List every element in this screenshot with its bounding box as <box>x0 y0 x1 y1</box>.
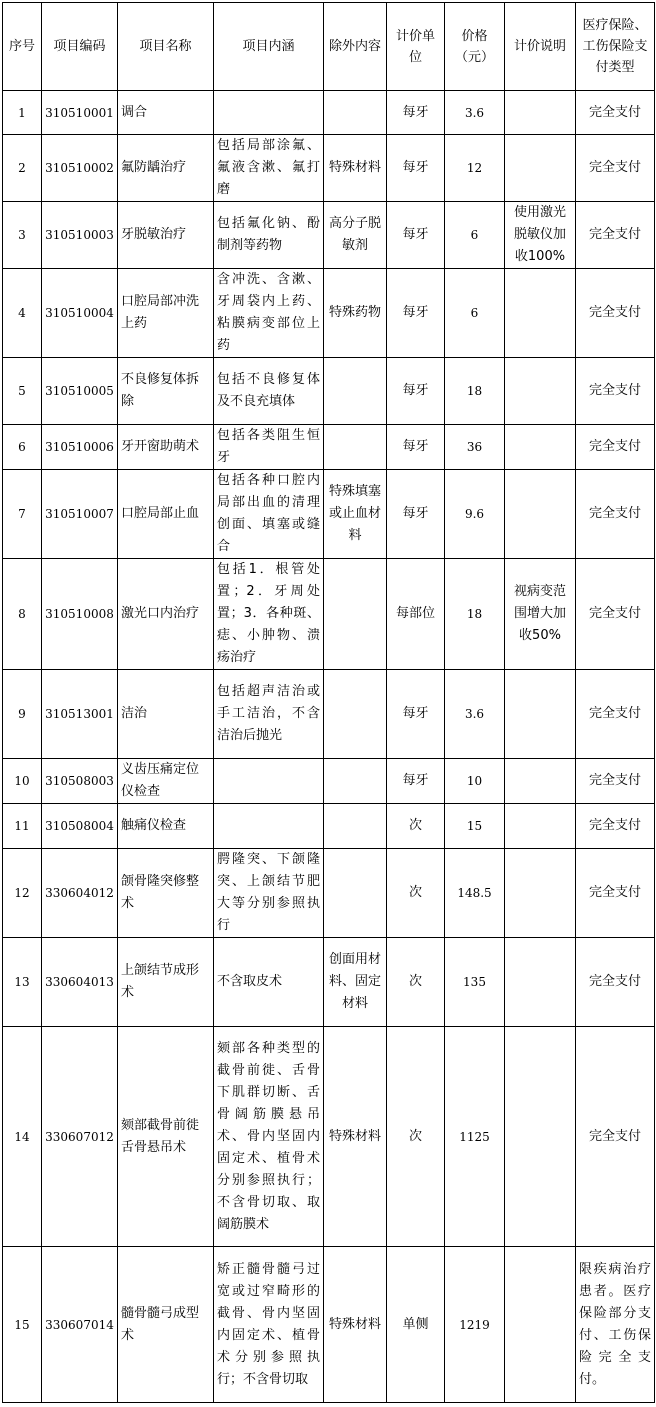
cell-unit: 次 <box>387 804 445 849</box>
cell-note <box>505 849 576 938</box>
cell-code: 310510001 <box>42 91 118 135</box>
cell-name: 调合 <box>118 91 214 135</box>
cell-insurance: 完全支付 <box>576 202 655 269</box>
cell-note <box>505 759 576 804</box>
cell-exclude: 特殊填塞或止血材料 <box>324 470 387 559</box>
cell-unit: 次 <box>387 938 445 1027</box>
cell-seq: 10 <box>3 759 42 804</box>
cell-price: 9.6 <box>445 470 505 559</box>
cell-seq: 15 <box>3 1247 42 1403</box>
cell-content-text: 包括各类阻生恒牙 <box>217 428 320 465</box>
table-row <box>3 670 655 759</box>
cell-insurance: 完全支付 <box>576 670 655 759</box>
cell-note <box>505 1247 576 1403</box>
cell-insurance: 完全支付 <box>576 269 655 358</box>
cell-price: 3.6 <box>445 670 505 759</box>
cell-content <box>214 470 324 559</box>
cell-code: 310510003 <box>42 202 118 269</box>
cell-name: 上颌结节成形术 <box>118 938 214 1027</box>
cell-name: 不良修复体拆除 <box>118 358 214 425</box>
cell-exclude: 特殊材料 <box>324 1247 387 1403</box>
cell-seq: 13 <box>3 938 42 1027</box>
cell-exclude: 特殊材料 <box>324 1027 387 1247</box>
cell-code: 330607014 <box>42 1247 118 1403</box>
cell-price: 135 <box>445 938 505 1027</box>
cell-insurance <box>576 1247 655 1403</box>
cell-name: 牙脱敏治疗 <box>118 202 214 269</box>
cell-note <box>505 135 576 202</box>
cell-seq: 4 <box>3 269 42 358</box>
cell-content <box>214 1247 324 1403</box>
cell-price: 148.5 <box>445 849 505 938</box>
cell-price: 18 <box>445 358 505 425</box>
table-row <box>3 559 655 670</box>
header-code: 项目编码 <box>42 3 118 91</box>
cell-unit: 次 <box>387 1027 445 1247</box>
cell-name: 口腔局部冲洗上药 <box>118 269 214 358</box>
cell-code: 310510004 <box>42 269 118 358</box>
cell-code: 310508003 <box>42 759 118 804</box>
cell-content-text: 包括1．根管处置；2．牙周处置；3．各种斑、痣、小肿物、溃疡治疗 <box>217 562 320 665</box>
cell-insurance: 完全支付 <box>576 135 655 202</box>
cell-price: 36 <box>445 425 505 470</box>
cell-content <box>214 559 324 670</box>
cell-note <box>505 804 576 849</box>
cell-note <box>505 1027 576 1247</box>
cell-content <box>214 269 324 358</box>
header-name: 项目名称 <box>118 3 214 91</box>
cell-content <box>214 358 324 425</box>
cell-price: 6 <box>445 202 505 269</box>
header-row <box>3 3 655 91</box>
cell-unit: 单侧 <box>387 1247 445 1403</box>
cell-insurance: 完全支付 <box>576 849 655 938</box>
pricing-table <box>2 2 655 1403</box>
cell-content <box>214 202 324 269</box>
cell-price: 6 <box>445 269 505 358</box>
cell-note <box>505 91 576 135</box>
cell-code: 310510005 <box>42 358 118 425</box>
cell-content <box>214 91 324 135</box>
cell-name: 触痛仪检查 <box>118 804 214 849</box>
cell-unit: 每牙 <box>387 670 445 759</box>
cell-exclude <box>324 849 387 938</box>
cell-content-text: 矫正髓骨髓弓过宽或过窄畸形的截骨、骨内坚固内固定术、植骨术分别参照执行；不含骨切取 <box>217 1261 320 1387</box>
cell-exclude: 创面用材料、固定材料 <box>324 938 387 1027</box>
cell-code: 310510002 <box>42 135 118 202</box>
cell-seq: 11 <box>3 804 42 849</box>
cell-price: 18 <box>445 559 505 670</box>
cell-content-text: 包括氟化钠、酚制剂等药物 <box>217 216 320 253</box>
cell-exclude: 特殊药物 <box>324 269 387 358</box>
table-row <box>3 358 655 425</box>
cell-unit: 每牙 <box>387 91 445 135</box>
cell-exclude: 特殊材料 <box>324 135 387 202</box>
cell-unit: 每牙 <box>387 358 445 425</box>
cell-content-text: 包括各种口腔内局部出血的清理创面、填塞或缝合 <box>217 473 320 554</box>
cell-seq: 2 <box>3 135 42 202</box>
cell-content <box>214 804 324 849</box>
header-content: 项目内涵 <box>214 3 324 91</box>
table-body <box>3 91 655 1403</box>
header-seq: 序号 <box>3 3 42 91</box>
table-row <box>3 804 655 849</box>
header-exclude: 除外内容 <box>324 3 387 91</box>
cell-insurance: 完全支付 <box>576 804 655 849</box>
cell-note: 使用激光脱敏仪加收100% <box>505 202 576 269</box>
cell-insurance: 完全支付 <box>576 938 655 1027</box>
cell-note <box>505 938 576 1027</box>
cell-unit: 次 <box>387 849 445 938</box>
cell-seq: 3 <box>3 202 42 269</box>
cell-insurance: 完全支付 <box>576 559 655 670</box>
cell-seq: 8 <box>3 559 42 670</box>
cell-content-text: 腭隆突、下颌隆突、上颌结节肥大等分别参照执行 <box>217 852 320 933</box>
cell-seq: 5 <box>3 358 42 425</box>
cell-name: 洁治 <box>118 670 214 759</box>
cell-name: 髓骨髓弓成型术 <box>118 1247 214 1403</box>
header-note: 计价说明 <box>505 3 576 91</box>
cell-insurance: 完全支付 <box>576 1027 655 1247</box>
cell-seq: 14 <box>3 1027 42 1247</box>
cell-seq: 7 <box>3 470 42 559</box>
cell-content-text: 包括不良修复体及不良充填体 <box>217 372 320 409</box>
cell-content-text: 含冲洗、含漱、牙周袋内上药、粘膜病变部位上药 <box>217 272 320 353</box>
cell-exclude <box>324 670 387 759</box>
cell-exclude <box>324 91 387 135</box>
cell-unit: 每牙 <box>387 470 445 559</box>
cell-insurance: 完全支付 <box>576 91 655 135</box>
cell-exclude <box>324 559 387 670</box>
cell-seq: 6 <box>3 425 42 470</box>
cell-seq: 1 <box>3 91 42 135</box>
table-row <box>3 135 655 202</box>
cell-note <box>505 470 576 559</box>
cell-code: 330604012 <box>42 849 118 938</box>
cell-price: 12 <box>445 135 505 202</box>
cell-code: 310513001 <box>42 670 118 759</box>
cell-insurance-text: 限疾病治疗患者。医疗保险部分支付、工伤保险完全支付。 <box>579 1261 651 1387</box>
cell-unit: 每牙 <box>387 202 445 269</box>
cell-name: 义齿压痛定位仪检查 <box>118 759 214 804</box>
cell-price: 3.6 <box>445 91 505 135</box>
header-price: 价格（元） <box>445 3 505 91</box>
cell-price: 1125 <box>445 1027 505 1247</box>
table-row <box>3 938 655 1027</box>
cell-note <box>505 670 576 759</box>
table-row <box>3 759 655 804</box>
cell-content <box>214 425 324 470</box>
cell-exclude: 高分子脱敏剂 <box>324 202 387 269</box>
cell-name: 激光口内治疗 <box>118 559 214 670</box>
cell-content <box>214 670 324 759</box>
table-row <box>3 1247 655 1403</box>
cell-code: 310510007 <box>42 470 118 559</box>
cell-content <box>214 1027 324 1247</box>
cell-name: 颏部截骨前徙舌骨悬吊术 <box>118 1027 214 1247</box>
cell-content <box>214 849 324 938</box>
table-row <box>3 269 655 358</box>
cell-code: 310508004 <box>42 804 118 849</box>
cell-note: 视病变范围增大加收50% <box>505 559 576 670</box>
table-row <box>3 425 655 470</box>
cell-unit: 每牙 <box>387 425 445 470</box>
header-unit: 计价单位 <box>387 3 445 91</box>
cell-note <box>505 269 576 358</box>
cell-content-text: 包括局部涂氟、氟液含漱、氟打磨 <box>217 138 320 197</box>
cell-content: 不含取皮术 <box>214 938 324 1027</box>
cell-content-text: 包括超声洁治或手工洁治，不含洁治后抛光 <box>217 684 320 743</box>
cell-insurance: 完全支付 <box>576 759 655 804</box>
cell-exclude <box>324 425 387 470</box>
cell-seq: 12 <box>3 849 42 938</box>
cell-note <box>505 358 576 425</box>
cell-content <box>214 759 324 804</box>
cell-unit: 每牙 <box>387 759 445 804</box>
cell-seq: 9 <box>3 670 42 759</box>
table-row <box>3 202 655 269</box>
cell-content <box>214 135 324 202</box>
cell-code: 330604013 <box>42 938 118 1027</box>
cell-insurance: 完全支付 <box>576 425 655 470</box>
cell-name: 牙开窗助萌术 <box>118 425 214 470</box>
table-row <box>3 1027 655 1247</box>
cell-code: 310510008 <box>42 559 118 670</box>
cell-code: 310510006 <box>42 425 118 470</box>
cell-exclude <box>324 358 387 425</box>
cell-note <box>505 425 576 470</box>
cell-name: 口腔局部止血 <box>118 470 214 559</box>
cell-unit: 每牙 <box>387 135 445 202</box>
cell-insurance: 完全支付 <box>576 358 655 425</box>
cell-unit: 每牙 <box>387 269 445 358</box>
cell-insurance: 完全支付 <box>576 470 655 559</box>
cell-price: 10 <box>445 759 505 804</box>
table-row <box>3 91 655 135</box>
cell-name: 氟防龋治疗 <box>118 135 214 202</box>
pricing-table-wrapper <box>2 2 655 1403</box>
header-insurance: 医疗保险、工伤保险支付类型 <box>576 3 655 91</box>
cell-price: 1219 <box>445 1247 505 1403</box>
cell-code: 330607012 <box>42 1027 118 1247</box>
cell-unit: 每部位 <box>387 559 445 670</box>
cell-price: 15 <box>445 804 505 849</box>
cell-exclude <box>324 759 387 804</box>
table-row <box>3 470 655 559</box>
cell-content-text: 颏部各种类型的截骨前徙、舌骨下肌群切断、舌骨阔筋膜悬吊术、骨内坚固内固定术、植骨术分别参照执行；不含骨切取、取阔筋膜术 <box>217 1040 320 1232</box>
table-row <box>3 849 655 938</box>
cell-exclude <box>324 804 387 849</box>
cell-name: 颌骨隆突修整术 <box>118 849 214 938</box>
table-header <box>3 3 655 91</box>
